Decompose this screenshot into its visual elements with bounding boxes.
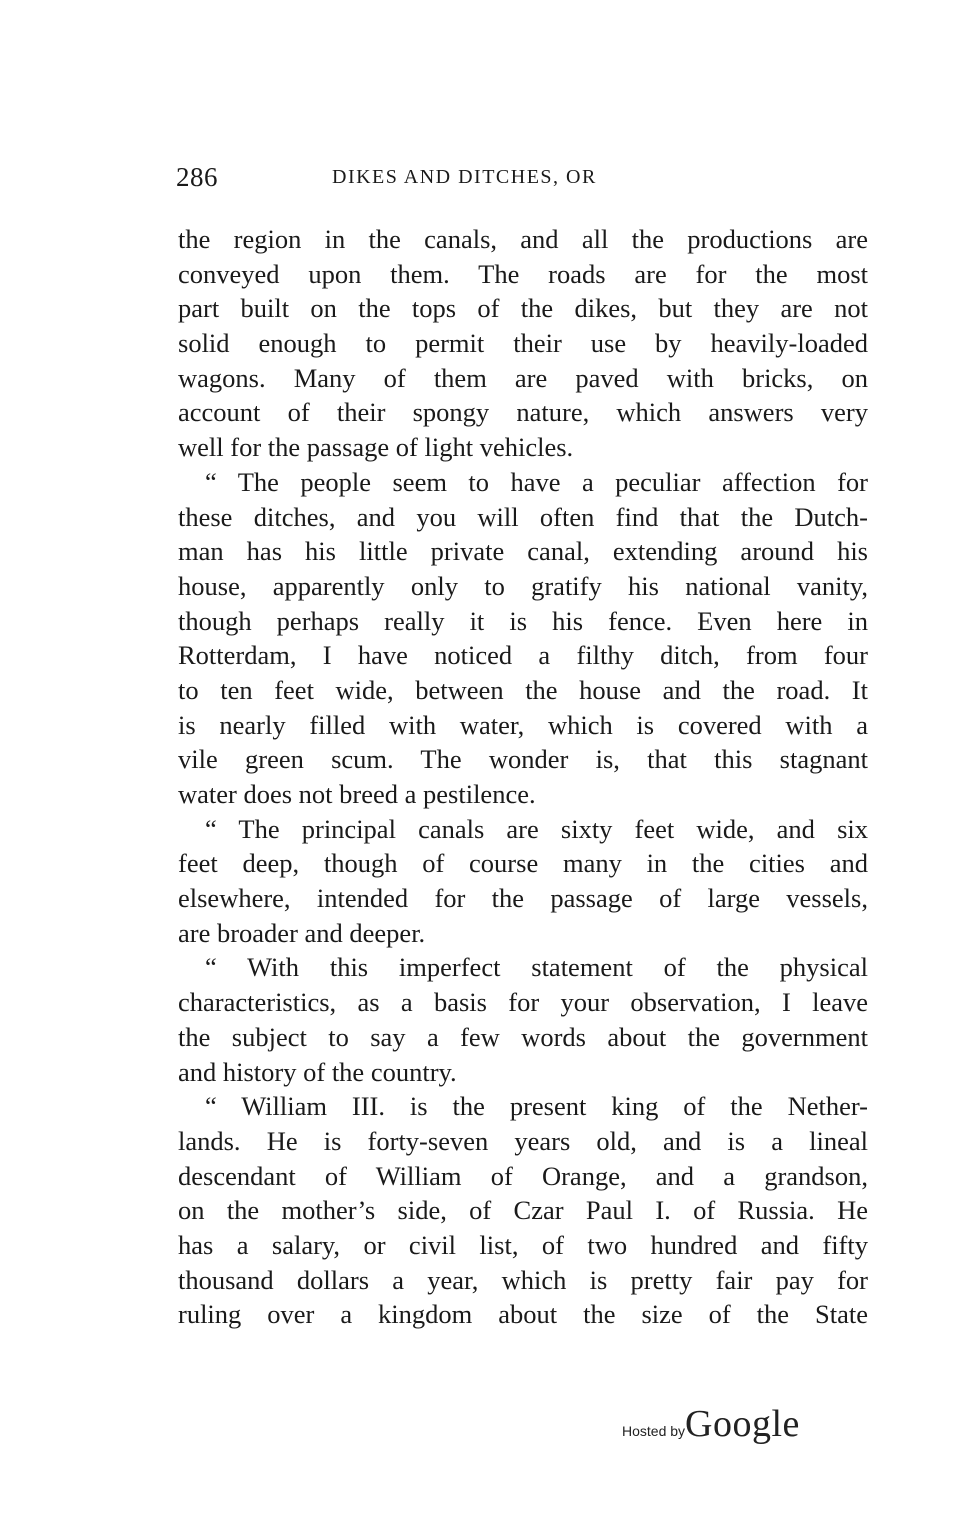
google-logo-text: Google: [685, 1403, 800, 1445]
text-line: conveyed upon them. The roads are for the most: [178, 258, 868, 289]
text-line: and history of the country.: [178, 1056, 457, 1087]
page-number: 286: [176, 162, 218, 192]
text-line: wagons. Many of them are paved with bricks, on: [178, 362, 868, 393]
text-line: solid enough to permit their use by heavily-loaded: [178, 328, 868, 359]
text-line: though perhaps really it is his fence. Even here in: [178, 605, 868, 636]
text-line: house, apparently only to gratify his national vanity,: [178, 570, 868, 601]
text-line: the subject to say a few words about the government: [178, 1021, 868, 1052]
text-line: is nearly filled with water, which is covered with a: [178, 709, 868, 740]
text-line: vile green scum. The wonder is, that this stagnant: [178, 744, 868, 775]
text-line: these ditches, and you will often find that the Dutch-: [178, 501, 868, 532]
paragraph-start-line: “ The principal canals are sixty feet wide, and six: [205, 813, 868, 844]
watermark-prefix: Hosted by: [622, 1423, 686, 1439]
text-line: descendant of William of Orange, and a grandson,: [178, 1160, 868, 1191]
text-line: well for the passage of light vehicles.: [178, 432, 574, 463]
paragraph-start-line: “ The people seem to have a peculiar affection for: [205, 466, 868, 497]
text-line: are broader and deeper.: [178, 917, 426, 948]
text-line: to ten feet wide, between the house and the road. It: [178, 674, 868, 705]
text-line: characteristics, as a basis for your observation, I leave: [178, 987, 868, 1018]
text-line: feet deep, though of course many in the cities and: [178, 848, 868, 879]
body-text: [178, 222, 868, 1332]
text-line: ruling over a kingdom about the size of the State: [178, 1299, 868, 1330]
paragraph-start-line: “ William III. is the present king of the Nether-: [205, 1091, 868, 1122]
text-line: thousand dollars a year, which is pretty fair pay for: [178, 1264, 868, 1295]
text-line: man has his little private canal, extending around his: [178, 536, 868, 567]
text-line: Rotterdam, I have noticed a filthy ditch, from four: [178, 640, 868, 671]
text-line: lands. He is forty-seven years old, and is a lineal: [178, 1125, 868, 1156]
text-line: elsewhere, intended for the passage of large vessels,: [178, 883, 868, 914]
text-line: has a salary, or civil list, of two hundred and fifty: [178, 1229, 868, 1260]
text-line: on the mother’s side, of Czar Paul I. of Russia. He: [178, 1195, 868, 1226]
text-line: the region in the canals, and all the productions are: [178, 224, 868, 254]
text-line: account of their spongy nature, which answers very: [178, 397, 868, 428]
paragraph-start-line: “ With this imperfect statement of the physical: [205, 952, 868, 983]
text-line: water does not breed a pestilence.: [178, 779, 536, 809]
hosted-by-google-watermark: [622, 1402, 800, 1446]
text-line: part built on the tops of the dikes, but they are not: [178, 293, 868, 324]
running-title: DIKES AND DITCHES, OR: [332, 166, 597, 188]
running-head: [176, 160, 868, 194]
